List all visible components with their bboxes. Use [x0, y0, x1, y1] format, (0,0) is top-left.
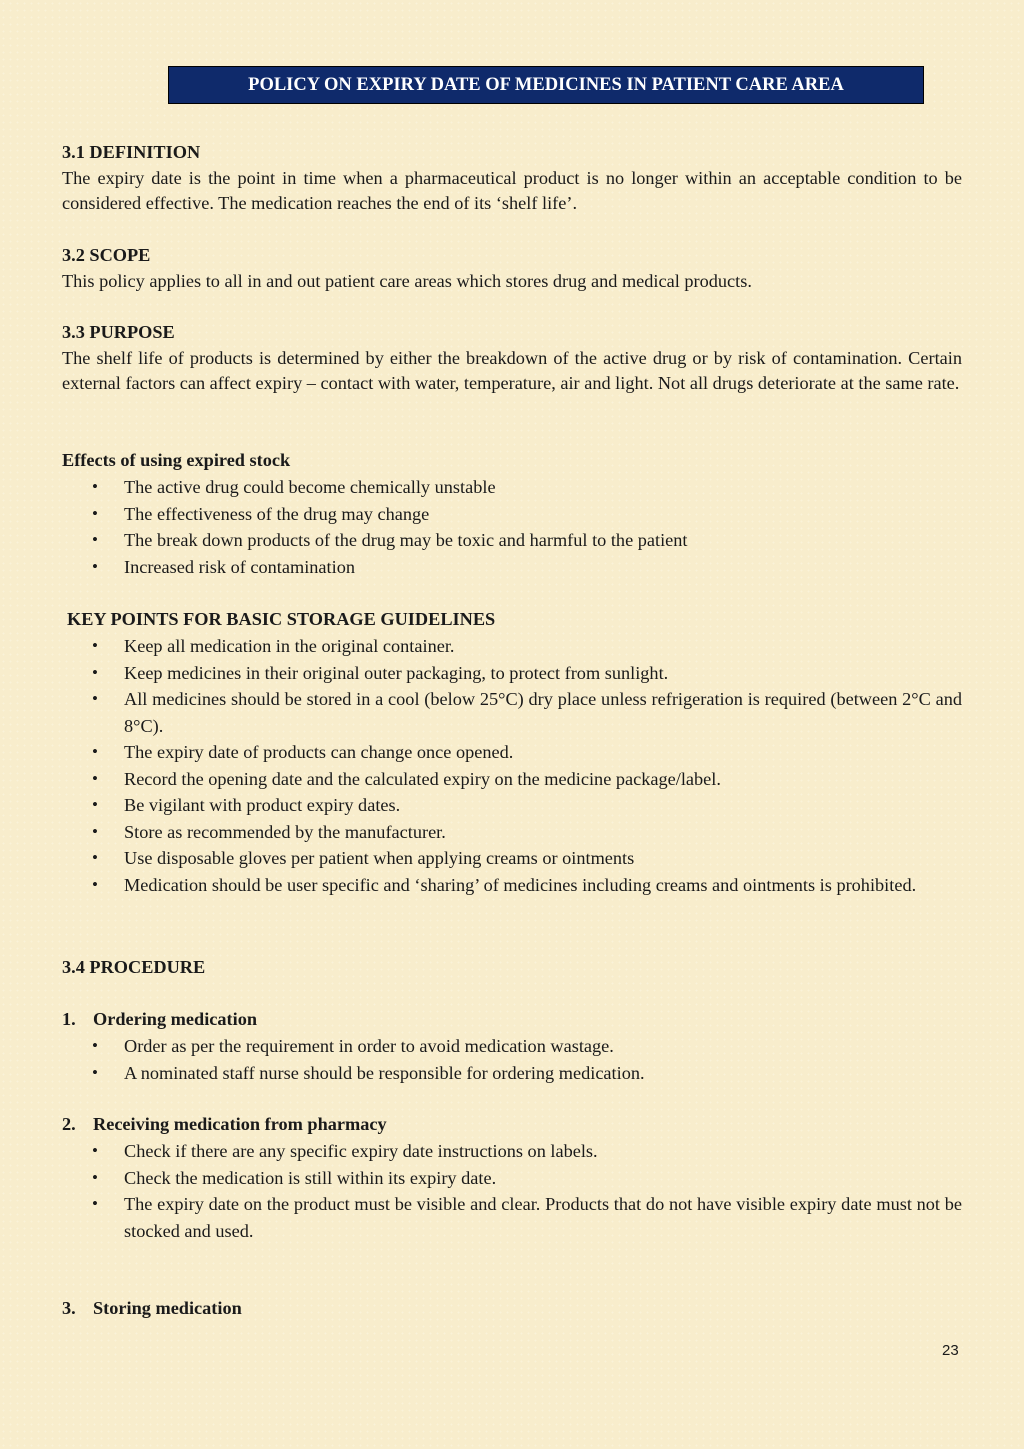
purpose-text: The shelf life of products is determined by either the breakdown of the active drug or by risk of contamination. Certain external factors can affect expiry – contact with water, temperature, air and light. Not all drugs deteriorate at the same rate. [62, 347, 962, 393]
receiving-list [92, 1138, 962, 1244]
list-item: • Order as per the requirement in order to avoid medication wastage. [92, 1033, 962, 1060]
effects-heading: Effects of using expired stock [62, 450, 291, 470]
list-item: • Keep medicines in their original outer packaging, to protect from sunlight. [92, 660, 962, 687]
list-item: • Be vigilant with product expiry dates. [92, 792, 962, 819]
page-title: POLICY ON EXPIRY DATE OF MEDICINES IN PATIENT CARE AREA [168, 66, 924, 104]
list-item: • Check the medication is still within its expiry date. [92, 1165, 962, 1192]
list-item: • Check if there are any specific expiry date instructions on labels. [92, 1138, 962, 1165]
list-item: • Record the opening date and the calculated expiry on the medicine package/label. [92, 766, 962, 793]
list-item: • Increased risk of contamination [92, 554, 962, 581]
step-title: Storing medication [93, 1298, 242, 1318]
procedure-step-3 [62, 1296, 242, 1321]
key-points-list [92, 633, 962, 898]
list-item: • All medicines should be stored in a cool (below 25°C) dry place unless refrigeration is required (between 2°C and 8°C). [92, 686, 962, 739]
list-item: • The effectiveness of the drug may change [92, 501, 962, 528]
ordering-list [92, 1033, 962, 1086]
purpose-section [62, 320, 962, 397]
definition-text: The expiry date is the point in time when a pharmaceutical product is no longer within an acceptable condition to be considered effective. The medication reaches the end of its ‘shelf life’. [62, 167, 962, 213]
effects-list [92, 474, 962, 580]
list-item: • A nominated staff nurse should be responsible for ordering medication. [92, 1060, 962, 1087]
procedure-heading: 3.4 PROCEDURE [62, 957, 206, 977]
scope-text: This policy applies to all in and out patient care areas which stores drug and medical products. [62, 270, 752, 291]
step-title: Ordering medication [93, 1009, 258, 1029]
list-item: • The break down products of the drug may be toxic and harmful to the patient [92, 527, 962, 554]
key-points-heading: KEY POINTS FOR BASIC STORAGE GUIDELINES [67, 609, 496, 629]
step-number: 2. [62, 1114, 76, 1134]
definition-section [62, 140, 962, 217]
purpose-heading: 3.3 PURPOSE [62, 322, 175, 342]
scope-section [62, 243, 962, 294]
list-item: • The expiry date of products can change once opened. [92, 739, 962, 766]
step-number: 1. [62, 1009, 76, 1029]
list-item: • Store as recommended by the manufacturer. [92, 819, 962, 846]
step-number: 3. [62, 1298, 76, 1318]
page-number: 23 [942, 1342, 959, 1359]
scope-heading: 3.2 SCOPE [62, 245, 151, 265]
procedure-step-2 [62, 1112, 387, 1137]
list-item: • Medication should be user specific and ‘sharing’ of medicines including creams and ointments is prohibited. [92, 872, 962, 899]
list-item: • Use disposable gloves per patient when applying creams or ointments [92, 845, 962, 872]
list-item: • The active drug could become chemically unstable [92, 474, 962, 501]
list-item: • The expiry date on the product must be visible and clear. Products that do not have visible expiry date must not be stocked and used. [92, 1191, 962, 1244]
definition-heading: 3.1 DEFINITION [62, 142, 201, 162]
list-item: • Keep all medication in the original container. [92, 633, 962, 660]
step-title: Receiving medication from pharmacy [93, 1114, 387, 1134]
procedure-step-1 [62, 1007, 257, 1032]
